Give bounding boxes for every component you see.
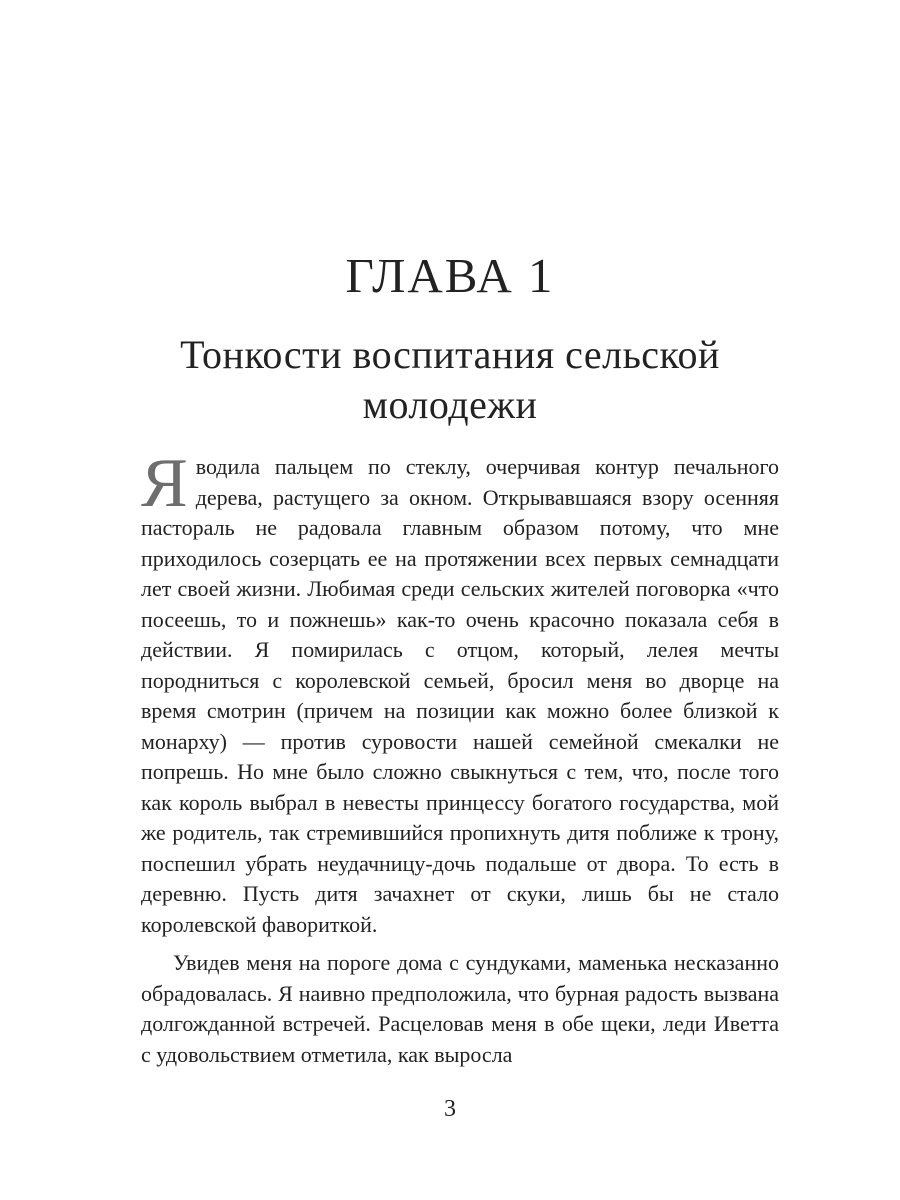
chapter-title: Тонкости воспитания сельской молодежи <box>180 332 720 427</box>
paragraph-1-text: водила пальцем по стеклу, очерчивая контур печального дерева, растущего за окном. Открывавшаяся взору осенняя пастораль не радовала главным образом потому, что мне приходилось созерцать ее на протяжении всех первых семнадцати лет своей жизни. Любимая среди сельских жителей поговорка «что посеешь, то и пожнешь» как-то очень красочно показала себя в действии. Я помирилась с отцом, который, лелея мечты породниться с королевской семьей, бросил меня во дворце на время смотрин (причем на позиции как можно более близкой к монарху) — против суровости нашей семейной смекалки не попрешь. Но мне было сложно свыкнуться с тем, что, после того как король выбрал в невесты принцессу богатого государства, мой же родитель, так стремившийся пропихнуть дитя поближе к трону, поспешил убрать неудачницу-дочь подальше от двора. То есть в деревню. Пусть дитя зачахнет от скуки, лишь бы не стало королевской фавориткой. <box>141 454 779 937</box>
chapter-number: ГЛАВА 1 <box>345 248 555 303</box>
drop-cap: Я <box>141 445 188 522</box>
paragraph-1 <box>141 445 779 940</box>
page-number: 3 <box>444 1096 456 1122</box>
chapter-body <box>141 445 779 1070</box>
paragraph-2: Увидев меня на пороге дома с сундуками, маменька несказанно обрадовалась. Я наивно предположила, что бурная радость вызвана долгожданной встречей. Расцеловав меня в обе щеки, леди Иветта с удовольствием отметила, как выросла <box>141 950 779 1067</box>
